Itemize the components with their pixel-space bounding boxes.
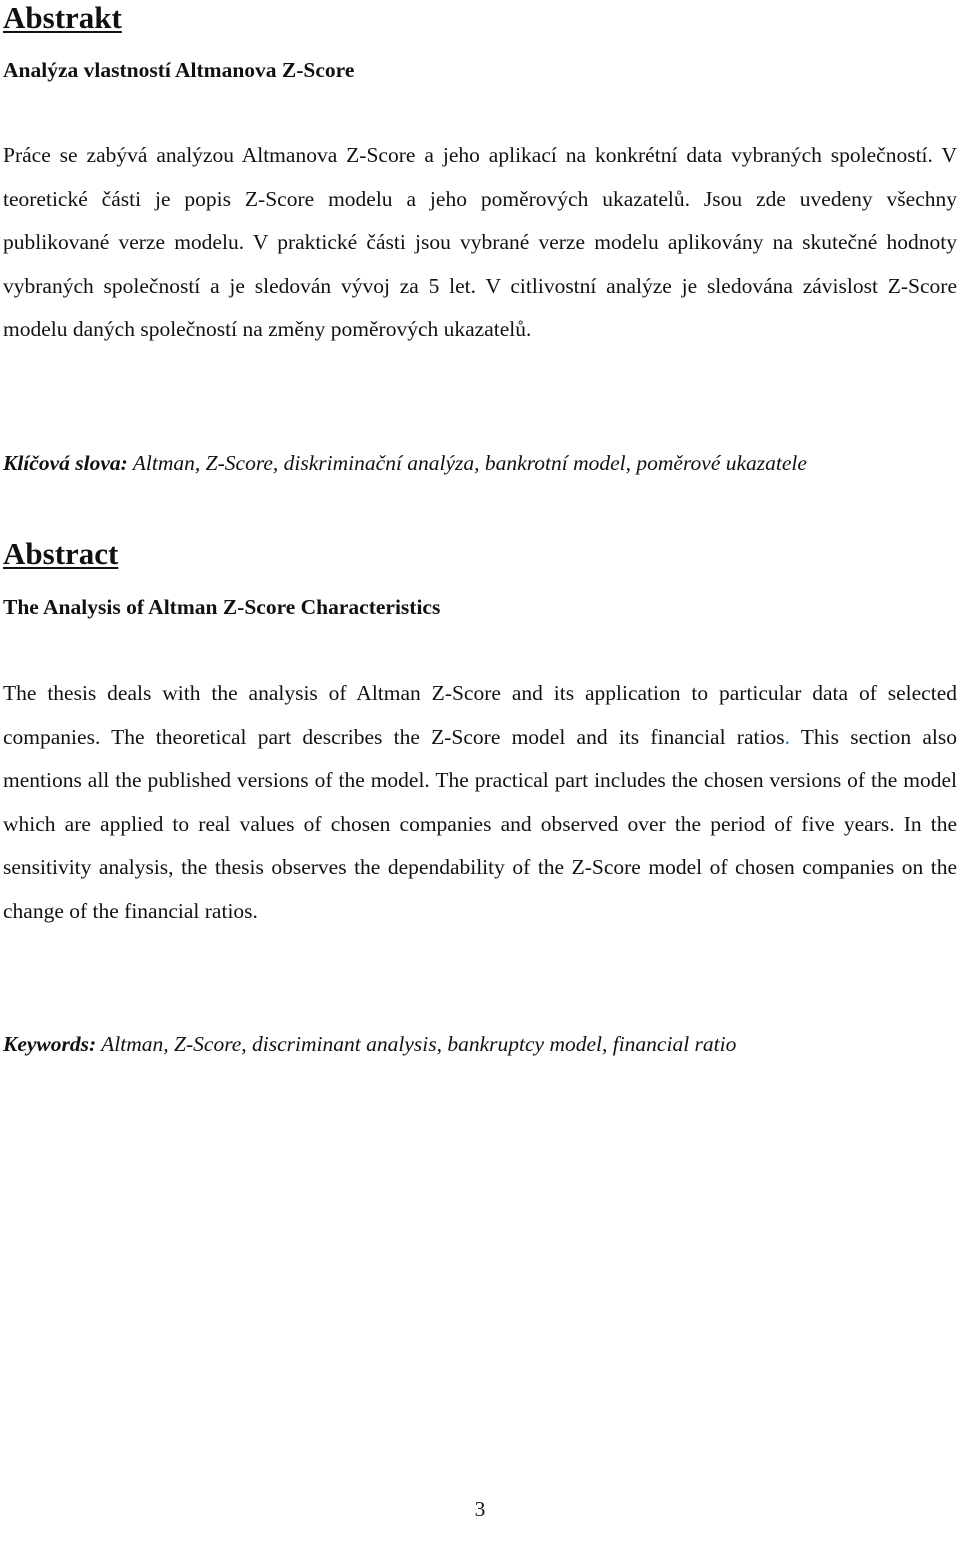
czech-keywords bbox=[3, 449, 957, 477]
english-keywords-text: Altman, Z-Score, discriminant analysis, bankruptcy model, financial ratio bbox=[101, 1032, 737, 1056]
english-abstract-heading: Abstract bbox=[3, 536, 119, 571]
czech-abstract-heading: Abstrakt bbox=[3, 0, 122, 35]
czech-keywords-label: Klíčová slova: bbox=[3, 451, 128, 475]
czech-abstract-paragraph: Práce se zabývá analýzou Altmanova Z-Score a jeho aplikací na konkrétní data vybraných společností. V teoretické části je popis Z-Score modelu a jeho poměrových ukazatelů. Jsou zde uvedeny všechny publikované verze modelu. V praktické části jsou vybrané verze modelu aplikovány na skutečné hodnoty vybraných společností a je sledován vývoj za 5 let. V citlivostní analýze je sledována závislost Z-Score modelu daných společností na změny poměrových ukazatelů. bbox=[3, 143, 957, 342]
czech-keywords-text: Altman, Z-Score, diskriminační analýza, bankrotní model, poměrové ukazatele bbox=[132, 451, 807, 475]
page-number: 3 bbox=[474, 1497, 486, 1521]
english-abstract-title: The Analysis of Altman Z-Score Characteristics bbox=[3, 595, 441, 619]
english-paragraph-dot: . bbox=[784, 724, 790, 749]
czech-abstract-title: Analýza vlastností Altmanova Z-Score bbox=[3, 58, 355, 82]
english-keywords bbox=[3, 1030, 957, 1058]
english-keywords-label: Keywords: bbox=[3, 1032, 97, 1056]
english-paragraph-part2: This section also mentions all the published versions of the model. The practical part includes the chosen versions of the model which are applied to real values of chosen companies and observed over the period of five years. In the sensitivity analysis, the thesis observes the dependability of the Z-Score model of chosen companies on the change of the financial ratios. bbox=[3, 724, 957, 923]
english-abstract-paragraph bbox=[3, 672, 957, 934]
english-paragraph-part1: The thesis deals with the analysis of Altman Z-Score and its application to particular data of selected companies. The theoretical part describes the Z-Score model and its financial ratios bbox=[3, 681, 957, 749]
